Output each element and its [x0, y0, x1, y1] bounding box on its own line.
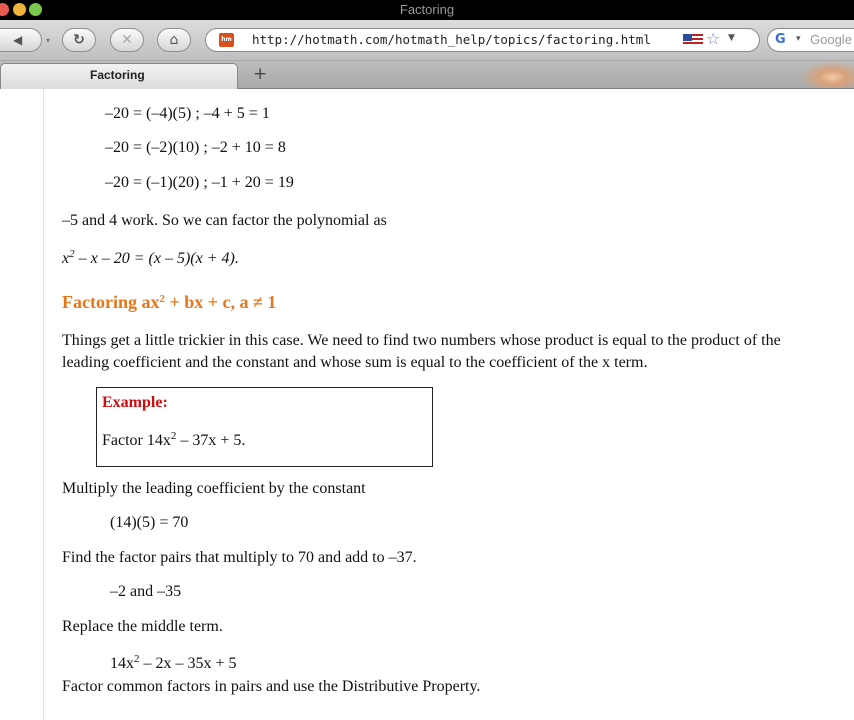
stop-icon: ✕ [121, 32, 133, 48]
address-bar[interactable] [205, 28, 760, 52]
site-favicon: hm [219, 33, 234, 47]
search-bar[interactable] [767, 28, 854, 52]
paragraph-line: Things get a little trickier in this case. We need to find two numbers whose product is equal to the product of the [62, 332, 781, 349]
calculation: $14x^2 - 2x - 35x + 5$ [110, 653, 237, 672]
tab-label: Factoring [90, 68, 145, 82]
chevron-down-icon[interactable]: ▾ [796, 33, 801, 43]
stop-button[interactable] [110, 28, 144, 52]
us-flag-icon [683, 34, 703, 46]
new-tab-button[interactable]: + [253, 64, 268, 84]
chevron-down-icon: ▾ [45, 36, 50, 45]
back-button[interactable] [0, 28, 42, 52]
step-text: Factor common factors in pairs and use the Distributive Property. [62, 678, 481, 695]
reload-icon: ↻ [73, 32, 85, 48]
step-text: Find the factor pairs that multiply to 70 and add to –37. [62, 549, 417, 566]
browser-toolbar [0, 20, 854, 61]
reload-button[interactable] [62, 28, 96, 52]
factor-pair-line: –20 = (–4)(5) ; –4 + 5 = 1 [105, 105, 270, 122]
work-text: –5 and 4 work. So we can factor the polynomial as [62, 212, 387, 229]
factored-polynomial: $x^2 - x - 20 = (x - 5)(x + 4)$. [62, 248, 239, 267]
example-label: Example: [102, 394, 168, 411]
example-box [96, 387, 433, 467]
url-text[interactable]: http://hotmath.com/hotmath_help/topics/factoring.html [252, 32, 651, 47]
decorative-swirl [800, 61, 854, 88]
factor-pair-line: –20 = (–1)(20) ; –1 + 20 = 19 [105, 174, 294, 191]
paragraph-line: leading coefficient and the constant and whose sum is equal to the coefficient of the x term. [62, 354, 648, 371]
search-input[interactable]: Google [810, 32, 852, 47]
window-title: Factoring [399, 2, 455, 17]
calculation: –2 and –35 [110, 583, 182, 600]
window-titlebar [0, 0, 854, 20]
step-text: Multiply the leading coefficient by the constant [62, 480, 366, 497]
bookmark-star-icon[interactable]: ☆ [706, 29, 721, 48]
tab-factoring[interactable] [0, 63, 238, 89]
google-icon: G [775, 32, 786, 47]
back-arrow-icon: ◀ [13, 33, 23, 47]
factor-pair-line: –20 = (–2)(10) ; –2 + 10 = 8 [105, 139, 286, 156]
home-button[interactable] [157, 28, 191, 52]
tab-bar [0, 61, 854, 89]
example-problem: Factor $14x^2 - 37x + 5$. [102, 430, 246, 449]
history-dropdown-button[interactable] [37, 28, 59, 52]
step-text: Replace the middle term. [62, 618, 223, 635]
section-heading: Factoring $ax^2$ + bx + c, a ≠ 1 [62, 292, 277, 312]
page-content [0, 89, 854, 720]
home-icon: ⌂ [169, 32, 179, 48]
calculation: (14)(5) = 70 [110, 514, 189, 531]
chevron-down-icon[interactable]: ▼ [728, 33, 735, 43]
